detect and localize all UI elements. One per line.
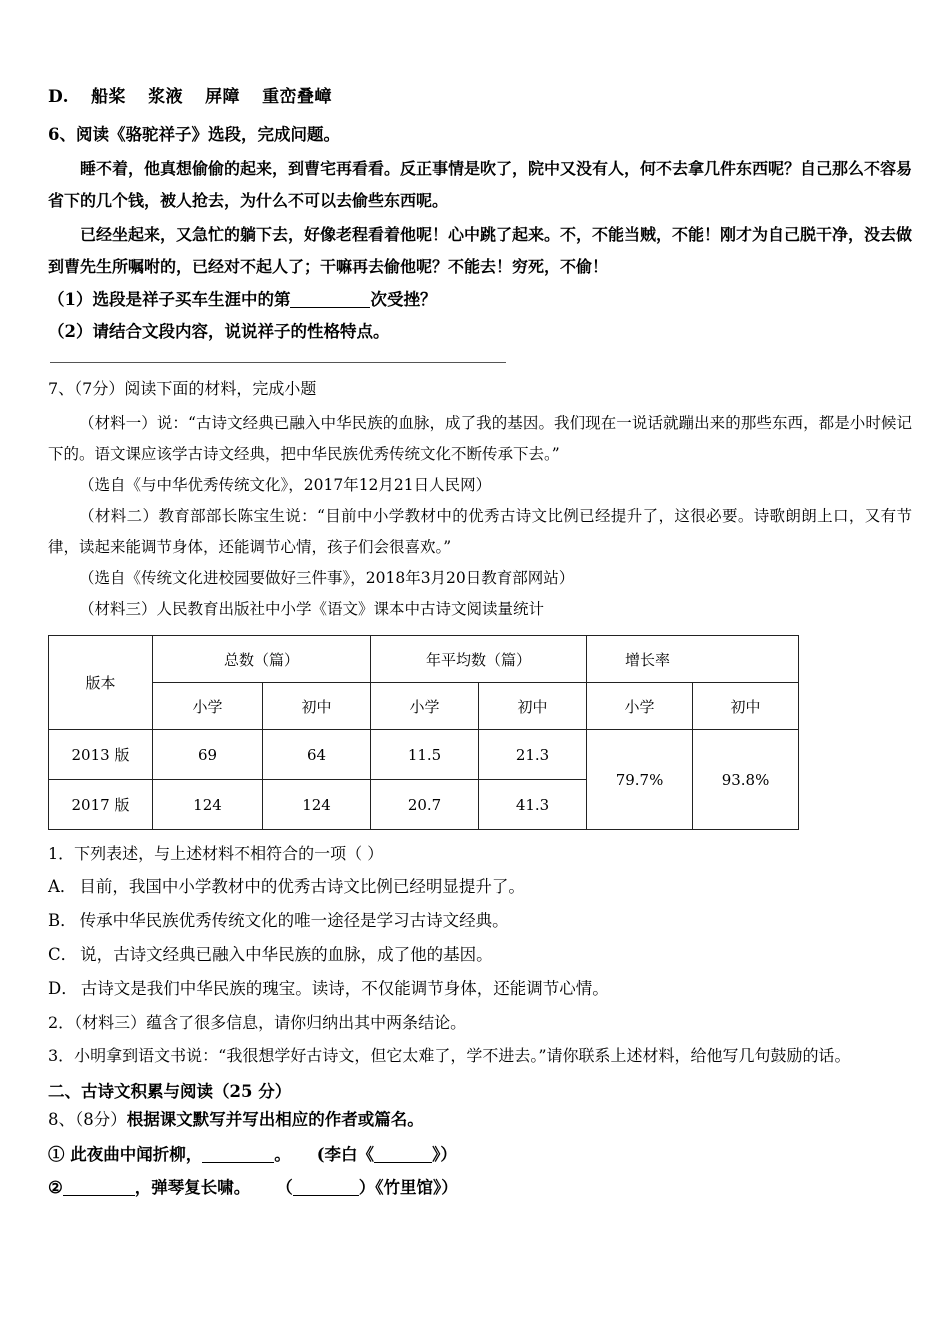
question-8-heading — [48, 1106, 912, 1134]
item-2-author-blank[interactable] — [293, 1195, 359, 1196]
table-group-header-growth-rate: 增长率 — [587, 636, 799, 683]
question-5-option-d — [48, 82, 912, 107]
option-d2-label: D． — [48, 979, 78, 999]
table-subheader-average-junior: 初中 — [479, 683, 587, 730]
table-group-header-total: 总数（篇） — [153, 636, 371, 683]
item-2-attribution-close: ）《竹里馆》） — [358, 1177, 458, 1197]
question-6-passage-paragraph-1: 睡不着，他真想偷偷的起来，到曹宅再看看。反正事情是吹了，院中又没有人，何不去拿几件东西呢？自己那么不容易省下的几个钱，被人抢去，为什么不可以去偷些东西呢。 — [48, 159, 913, 211]
question-6-sub1-answer-blank[interactable] — [290, 307, 370, 308]
question-6-sub1-suffix: 次受挫？ — [370, 290, 437, 310]
material-two-text: （材料二）教育部部长陈宝生说：“目前中小学教材中的优秀古诗文比例已经提升了，这很必要。诗歌朗朗上口，又有节律，读起来能调节身体，还能调节心情，孩子们会很喜欢。” — [48, 507, 912, 557]
option-d-word-3: 屏障 — [205, 87, 241, 107]
question-7-option-b — [48, 907, 912, 936]
question-7-option-d — [48, 975, 912, 1004]
item-1-answer-blank[interactable] — [202, 1162, 274, 1163]
item-2-marker: ② — [48, 1177, 63, 1197]
poetry-reading-statistics-table — [48, 635, 799, 830]
option-d2-text: 古诗文是我们中华民族的瑰宝。读诗，不仅能调节身体，还能调节心情。 — [80, 979, 609, 999]
table-cell-2017-average-primary: 20.7 — [371, 780, 479, 830]
option-c-label: C． — [48, 945, 78, 965]
material-one-source: （选自《与中华优秀传统文化》，2017年12月21日人民网） — [79, 476, 492, 495]
option-a-text: 目前，我国中小学教材中的优秀古诗文比例已经明显提升了。 — [79, 877, 525, 897]
item-2-answer-blank[interactable] — [63, 1195, 135, 1196]
option-d-word-2: 浆液 — [148, 87, 184, 107]
item-1-attribution-open: (李白《 — [316, 1144, 375, 1164]
table-header-row-groups — [49, 636, 799, 683]
question-8-item-2 — [48, 1171, 912, 1204]
table-corner-version-label: 版本 — [49, 636, 153, 730]
option-b-text: 传承中华民族优秀传统文化的唯一途径是学习古诗文经典。 — [79, 911, 509, 931]
question-6-subquestion-1 — [48, 285, 912, 315]
question-6-subquestion-2: （2）请结合文段内容，说说祥子的性格特点。 — [48, 321, 390, 341]
option-b-label: B． — [48, 911, 77, 931]
table-cell-2013-average-junior: 21.3 — [479, 730, 587, 780]
table-group-header-annual-average: 年平均数（篇） — [371, 636, 587, 683]
question-7-sub2: 2．（材料三）蕴含了很多信息，请你归纳出其中两条结论。 — [48, 1012, 467, 1032]
item-1-title-blank[interactable] — [374, 1162, 432, 1163]
question-6-sub1-prefix: （1）选段是祥子买车生涯中的第 — [48, 290, 291, 310]
table-row — [49, 730, 799, 780]
material-one-text: （材料一）说：“古诗文经典已融入中华民族的血脉，成了我的基因。我们现在一说话就蹦出来的那些东西，都是小时候记下的。语文课应该学古诗文经典，把中华民族优秀传统文化不断传承下去。” — [48, 414, 912, 464]
item-2-text: ，弹琴复长啸。 — [134, 1177, 251, 1197]
item-1-punct: 。 — [274, 1144, 291, 1164]
material-three-text: （材料三）人民教育出版社中小学《语文》课本中古诗文阅读量统计 — [79, 600, 545, 619]
section-two-heading: 二、古诗文积累与阅读（25 分） — [48, 1081, 292, 1101]
material-two-source: （选自《传统文化进校园要做好三件事》，2018年3月20日教育部网站） — [79, 569, 575, 588]
table-cell-2017-total-junior: 124 — [263, 780, 371, 830]
table-subheader-average-primary: 小学 — [371, 683, 479, 730]
item-1-attribution-close: 》） — [432, 1144, 457, 1164]
option-c-text: 说，古诗文经典已融入中华民族的血脉，成了他的基因。 — [80, 945, 493, 965]
table-cell-2017-average-junior: 41.3 — [479, 780, 587, 830]
table-header-row-subcolumns — [49, 683, 799, 730]
table-cell-2013-total-primary: 69 — [153, 730, 263, 780]
question-7-sub1: 1．下列表述，与上述材料不相符合的一项（ ） — [48, 844, 384, 864]
table-subheader-total-junior: 初中 — [263, 683, 371, 730]
question-7-heading: 7、（7分）阅读下面的材料，完成小题 — [48, 379, 317, 399]
table-cell-version-2017: 2017 版 — [49, 780, 153, 830]
table-cell-version-2013: 2013 版 — [49, 730, 153, 780]
option-d-label: D. — [48, 87, 70, 107]
table-cell-growth-junior: 93.8% — [693, 730, 799, 830]
table-subheader-growth-junior: 初中 — [693, 683, 799, 730]
table-cell-2013-total-junior: 64 — [263, 730, 371, 780]
table-subheader-total-primary: 小学 — [153, 683, 263, 730]
table-subheader-growth-primary: 小学 — [587, 683, 693, 730]
question-6-passage-paragraph-2: 已经坐起来，又急忙的躺下去，好像老程看着他呢！心中跳了起来。不，不能当贼，不能！刚才为自己脱干净，没去做到曹先生所嘱咐的，已经对不起人了；干嘛再去偷他呢？不能去！穷死，不偷！ — [48, 225, 913, 277]
question-8-item-1 — [48, 1138, 912, 1171]
question-7-option-a — [48, 873, 912, 902]
option-d-word-4: 重峦叠嶂 — [262, 87, 333, 107]
question-6-answer-rule[interactable] — [50, 362, 506, 363]
question-7-sub3: 3．小明拿到语文书说：“我很想学好古诗文，但它太难了，学不进去。”请你联系上述材料，给他写几句鼓励的话。 — [48, 1045, 851, 1065]
option-d-word-1: 船桨 — [91, 87, 127, 107]
question-6-heading: 6、阅读《骆驼祥子》选段，完成问题。 — [48, 125, 340, 144]
question-7-option-c — [48, 941, 912, 970]
question-8-title: 根据课文默写并写出相应的作者或篇名。 — [126, 1109, 424, 1129]
table-cell-2017-total-primary: 124 — [153, 780, 263, 830]
table-cell-growth-primary: 79.7% — [587, 730, 693, 830]
option-a-label: A． — [48, 877, 77, 897]
item-2-attribution-open: （ — [276, 1177, 293, 1197]
table-cell-2013-average-primary: 11.5 — [371, 730, 479, 780]
question-8-number: 8、（8分） — [48, 1109, 127, 1129]
item-1-prefix: ① 此夜曲中闻折柳， — [48, 1144, 203, 1164]
